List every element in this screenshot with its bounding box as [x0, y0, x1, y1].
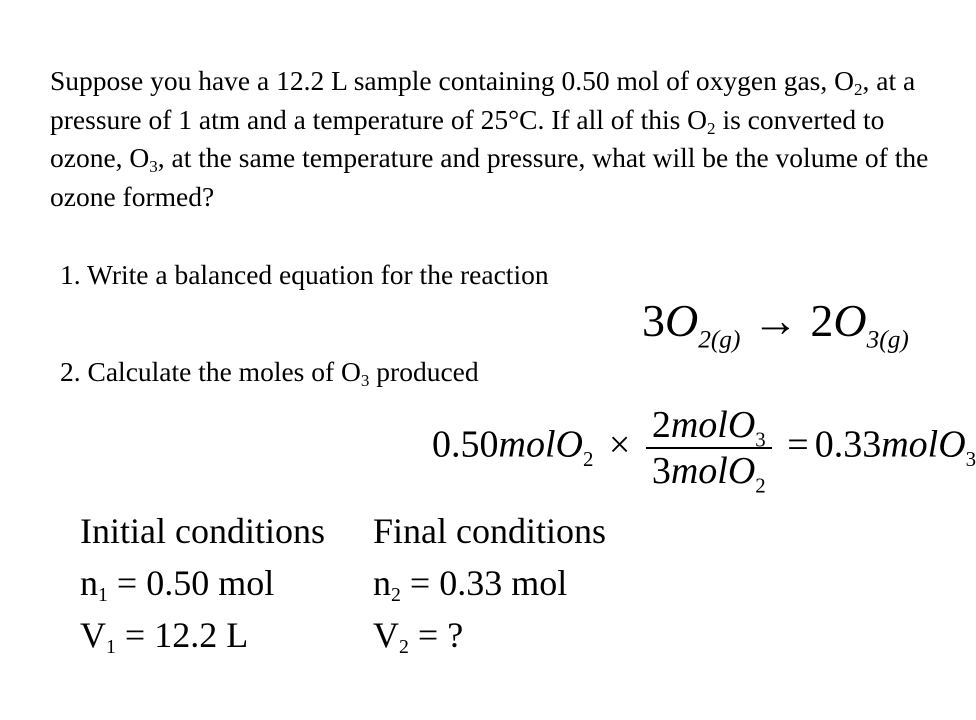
- final-conditions-header: Final conditions: [373, 511, 606, 551]
- problem-text-3: is converted to ozone, O: [50, 103, 885, 173]
- fraction-denominator: [646, 449, 772, 498]
- v2-value: = ?: [408, 615, 464, 655]
- n2-cell: [373, 557, 567, 609]
- equals-sign: =: [787, 423, 809, 466]
- problem-sub-3: 3: [149, 157, 158, 177]
- eq2-rhs-unit: molO: [881, 423, 966, 466]
- v1-sub: 1: [106, 635, 116, 658]
- step-2-sub: 3: [360, 371, 370, 391]
- balanced-equation: [642, 295, 909, 354]
- n1-sub: 1: [98, 583, 108, 606]
- step-1-text: 1. Write a balanced equation for the reaction: [60, 259, 549, 290]
- times-sign: ×: [608, 423, 631, 466]
- eq1-coef-left: 3: [642, 295, 665, 346]
- den-sub: 2: [755, 473, 766, 498]
- num-unit: molO: [670, 404, 756, 446]
- initial-conditions-header: Initial conditions: [80, 511, 325, 551]
- eq2-lhs-unit: molO: [498, 423, 583, 466]
- v2-cell: [373, 609, 463, 661]
- n2-sub: 2: [391, 583, 401, 606]
- fraction-numerator: [646, 404, 772, 452]
- eq2-lhs-value: 0.50: [432, 423, 499, 466]
- step-2-text-end: produced: [369, 356, 479, 387]
- n1-label: n: [80, 563, 98, 603]
- v1-label: V: [80, 615, 106, 655]
- problem-text-4: , at the same temperature and pressure, what will be the volume of the ozone formed?: [50, 142, 929, 212]
- eq2-rhs-sub: 3: [965, 447, 976, 472]
- problem-statement: [50, 62, 930, 216]
- eq2-rhs-value: 0.33: [814, 423, 882, 466]
- eq2-lhs-sub: 2: [582, 447, 594, 472]
- v2-label: V: [373, 615, 399, 655]
- n2-label: n: [373, 563, 391, 603]
- problem-text-1: Suppose you have a 12.2 L sample containing 0.50 mol of oxygen gas, O: [50, 65, 854, 96]
- num-sub: 3: [755, 427, 766, 452]
- eq1-sub-right: 3(g): [866, 325, 909, 354]
- v1-value: = 12.2 L: [115, 615, 249, 655]
- eq1-species-right: O: [833, 295, 867, 346]
- eq1-coef-right: 2: [810, 295, 834, 346]
- step-1: [60, 258, 549, 292]
- n1-cell: [80, 557, 274, 609]
- problem-text-2: , at a pressure of 1 atm and a temperature of 25°C. If all of this O: [50, 65, 916, 135]
- num-value: 2: [651, 404, 671, 446]
- mole-calculation: [432, 404, 976, 498]
- eq1-sub-left: 2(g): [698, 325, 741, 354]
- problem-sub-1: 2: [854, 80, 863, 100]
- reaction-arrow: →: [752, 295, 799, 346]
- v1-cell: [80, 609, 248, 661]
- problem-sub-2: 2: [707, 118, 716, 138]
- step-2-text: 2. Calculate the moles of O: [60, 356, 361, 387]
- eq1-species-left: O: [665, 295, 699, 346]
- n1-value: = 0.50 mol: [107, 563, 275, 603]
- v2-sub: 2: [399, 635, 409, 658]
- den-value: 3: [651, 450, 671, 492]
- n2-value: = 0.33 mol: [400, 563, 568, 603]
- mole-ratio-fraction: [646, 404, 772, 498]
- den-unit: molO: [670, 450, 756, 492]
- step-2: [60, 355, 479, 389]
